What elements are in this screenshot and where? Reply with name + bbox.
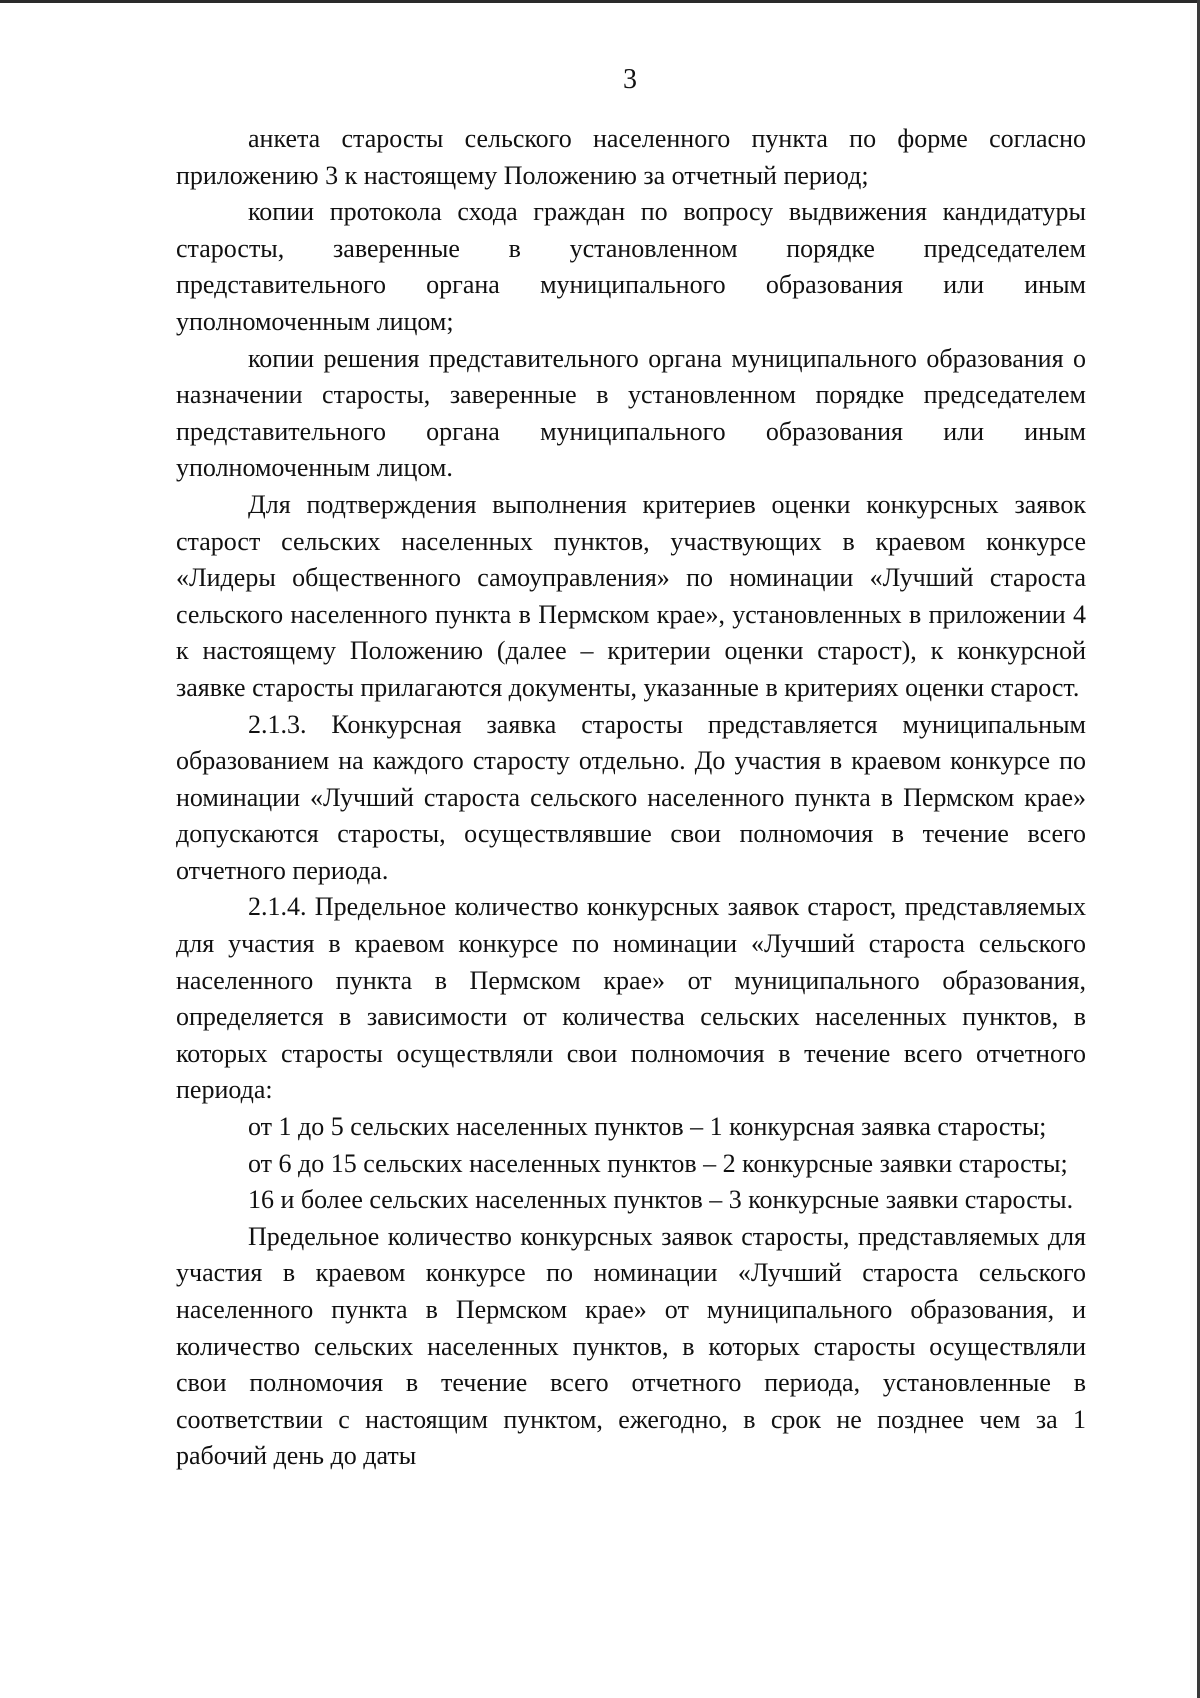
paragraph-2-1-3: 2.1.3. Конкурсная заявка старосты представляется муниципальным образованием на каждого старосту отдельно. До участия в краевом конкурсе по номинации «Лучший староста сельского населенного пункта в Пермском крае» допускаются старосты, осуществлявшие свои полномочия в течение всего отчетного периода. [176,709,1086,885]
paragraph-questionnaire: анкета старосты сельского населенного пункта по форме согласно приложению 3 к настоящему Положению за отчетный период; [176,124,1086,190]
paragraph-protocol-copies: копии протокола схода граждан по вопросу выдвижения кандидатуры старосты, заверенные в установленном порядке председателем представительного органа муниципального образования или иным уполномоченным лицом; [176,197,1086,336]
paragraph-limit-16-plus: 16 и более сельских населенных пунктов – 3 конкурсные заявки старосты. [248,1185,1074,1215]
paragraph-2-1-4: 2.1.4. Предельное количество конкурсных заявок старост, представляемых для участия в краевом конкурсе по номинации «Лучший староста сельского населенного пункта в Пермском крае» от муниципального образования, определяется в зависимости от количества сельских населенных пунктов, в которых старосты осуществляли свои полномочия в течение всего отчетного периода: [176,892,1086,1105]
paragraph-limit-establishment: Предельное количество конкурсных заявок старосты, представляемых для участия в краевом конкурсе по номинации «Лучший староста сельского населенного пункта в Пермском крае» от муниципального образования, и количество сельских населенных пунктов, в которых старосты осуществляли свои полномочия в течение всего отчетного периода, установленные в соответствии с настоящим пунктом, ежегодно, в срок не позднее чем за 1 рабочий день до даты [176,1221,1086,1471]
document-body [176,121,1086,1475]
paragraph-criteria-confirmation: Для подтверждения выполнения критериев оценки конкурсных заявок старост сельских населенных пунктов, участвующих в краевом конкурсе «Лидеры общественного самоуправления» по номинации «Лучший староста сельского населенного пункта в Пермском крае», установленных в приложении 4 к настоящему Положению (далее – критерии оценки старост), к конкурсной заявке старосты прилагаются документы, указанные в критериях оценки старост. [176,489,1086,702]
paragraph-limit-6-15: от 6 до 15 сельских населенных пунктов – 2 конкурсные заявки старосты; [248,1148,1068,1178]
page-number: 3 [623,64,637,95]
paragraph-limit-1-5: от 1 до 5 сельских населенных пунктов – 1 конкурсная заявка старосты; [248,1112,1047,1142]
scan-edge-top [0,0,1200,3]
paragraph-decision-copies: копии решения представительного органа муниципального образования о назначении старосты, заверенные в установленном порядке председателем представительного органа муниципального образования или иным уполномоченным лицом. [176,343,1086,483]
